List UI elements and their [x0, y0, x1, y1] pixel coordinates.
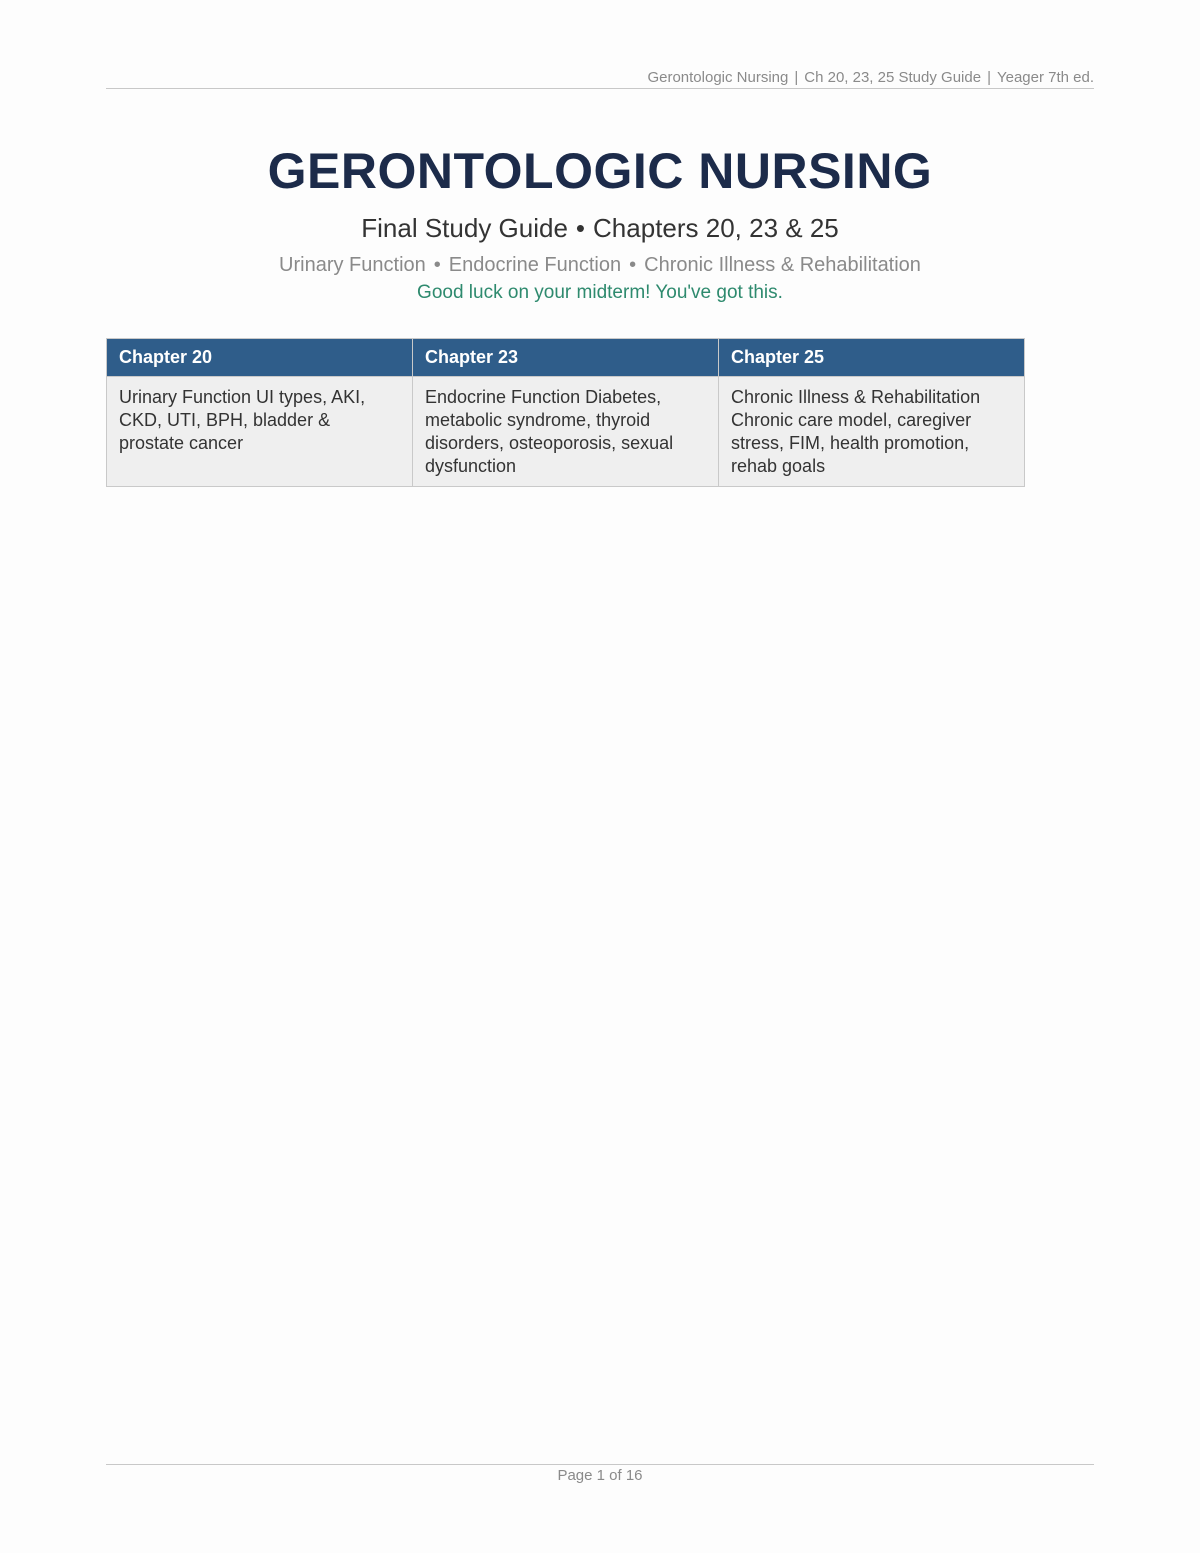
page-number: Page 1 of 16 — [557, 1467, 643, 1484]
topic-item: Urinary Function — [279, 254, 426, 276]
title-block — [0, 140, 1200, 305]
subtitle-bullet: • — [575, 213, 586, 243]
encouragement-message: Good luck on your midterm! You've got this. — [417, 282, 783, 303]
header-separator: | — [987, 69, 991, 86]
cell-chapter-25: Chronic Illness & Rehabilitation Chronic care model, caregiver stress, FIM, health promotion, rehab goals — [719, 377, 1025, 487]
document-subtitle — [0, 212, 1200, 244]
column-header-chapter-20: Chapter 20 — [107, 339, 413, 377]
topic-bullet: • — [629, 254, 637, 276]
running-header — [106, 68, 1094, 89]
header-course: Gerontologic Nursing — [647, 69, 789, 86]
header-edition: Yeager 7th ed. — [996, 69, 1094, 86]
table-row — [107, 377, 1025, 487]
header-separator: | — [794, 69, 799, 86]
header-guide: Ch 20, 23, 25 Study Guide — [804, 69, 982, 86]
topic-bullet: • — [433, 254, 441, 276]
column-header-chapter-23: Chapter 23 — [413, 339, 719, 377]
chapter-overview-table — [106, 338, 1025, 487]
subtitle-guide: Final Study Guide — [361, 213, 568, 243]
table-header-row — [107, 339, 1025, 377]
topic-list — [0, 252, 1200, 278]
topic-item: Endocrine Function — [448, 254, 622, 276]
cell-chapter-23: Endocrine Function Diabetes, metabolic syndrome, thyroid disorders, osteoporosis, sexual dysfunction — [413, 377, 719, 487]
document-title: GERONTOLOGIC NURSING — [267, 143, 933, 199]
cell-chapter-20: Urinary Function UI types, AKI, CKD, UTI, BPH, bladder & prostate cancer — [107, 377, 413, 487]
running-footer — [106, 1464, 1094, 1485]
topic-item: Chronic Illness & Rehabilitation — [644, 254, 921, 276]
subtitle-chapters: Chapters 20, 23 & 25 — [593, 213, 839, 243]
column-header-chapter-25: Chapter 25 — [719, 339, 1025, 377]
